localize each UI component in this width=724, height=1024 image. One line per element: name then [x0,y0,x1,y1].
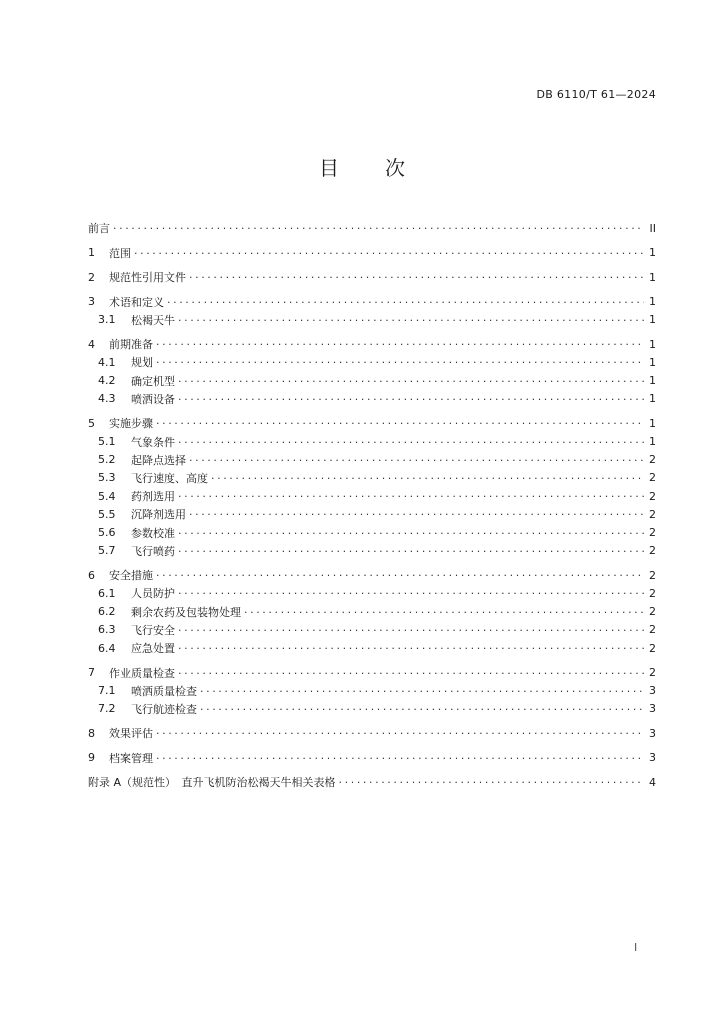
toc-entry-page: 2 [649,507,656,521]
toc-entry[interactable] [88,584,656,602]
toc-entry-label: 确定机型 [131,374,175,388]
title-char-2: 次 [385,156,405,180]
toc-entry-page: 2 [649,489,656,503]
toc-entry-page: 1 [649,416,656,430]
toc-leader-dots [134,247,644,259]
toc-entry-label: 应急处置 [131,642,175,655]
document-code: DB 6110/T 61—2024 [536,88,656,101]
toc-entry-page: 4 [649,775,656,789]
toc-entry-number: 7.2 [98,702,116,716]
toc-entry-page: 2 [649,641,656,655]
toc-leader-dots [200,685,644,697]
toc-entry-number: 7.1 [98,684,116,698]
toc-leader-dots [200,703,644,715]
toc-entry-number: 5.7 [98,544,116,558]
toc-entry[interactable] [88,353,656,371]
toc-entry-number: 5.3 [98,471,116,485]
toc-entry[interactable] [88,621,656,639]
toc-leader-dots [156,727,644,739]
toc-entry-page: 1 [649,295,656,308]
toc-entry-label: 飞行安全 [131,623,175,637]
toc-entry-number: 6.1 [98,586,116,600]
toc-entry-number: 6.4 [98,641,116,655]
toc-leader-dots [178,490,644,502]
toc-entry-page: 2 [649,471,656,485]
toc-entry-page: 1 [649,392,656,406]
toc-entry-label: 规范性引用文件 [109,271,186,284]
toc-entry-page: 1 [649,355,656,369]
toc-leader-dots [156,417,644,429]
toc-entry-page: 1 [649,435,656,448]
toc-entry-label: 参数校准 [131,526,175,540]
toc-entry-label: 安全措施 [109,569,153,583]
toc-entry-label: 术语和定义 [109,295,164,309]
toc-entry-label: 喷洒设备 [131,392,175,406]
toc-entry[interactable] [88,451,656,469]
toc-entry-label: 飞行航迹检查 [131,702,197,716]
toc-entry-page: 3 [649,726,656,740]
toc-leader-dots [178,545,644,557]
toc-entry-label: 档案管理 [109,751,153,765]
toc-entry[interactable] [88,542,656,560]
toc-entry[interactable] [88,414,656,432]
toc-entry-number: 8 [88,726,95,740]
toc-entry[interactable] [88,390,656,408]
toc-leader-dots [167,296,644,308]
toc-leader-dots [211,472,644,484]
toc-leader-dots [178,393,644,405]
toc-entry-number: 5.2 [98,453,116,467]
toc-entry-number: 6.3 [98,623,116,637]
toc-entry-page: 1 [649,270,656,284]
toc-leader-dots [156,356,644,368]
toc-entry-page: 1 [649,313,656,327]
toc-entry-page: 1 [649,337,656,351]
toc-entry-label: 剩余农药及包装物处理 [131,605,241,619]
toc-leader-dots [178,527,644,539]
toc-entry-number: 6.2 [98,605,116,619]
toc-leader-dots [178,314,644,326]
toc-entry-label: 人员防护 [131,587,175,601]
toc-entry[interactable] [88,724,656,742]
toc-entry-number: 4.3 [98,392,116,406]
toc-entry-page: 3 [649,751,656,765]
toc-leader-dots [189,508,644,520]
toc-entry-label: 药剂选用 [131,490,175,504]
toc-entry-page: II [649,221,656,235]
toc-leader-dots [178,436,644,448]
toc-entry-number: 3 [88,295,95,308]
toc-entry[interactable] [88,433,656,451]
toc-leader-dots [189,454,644,466]
toc-entry-label: 作业质量检查 [109,666,175,680]
footer-page-number: I [634,941,638,954]
toc-entry-number: 7 [88,666,95,679]
toc-entry[interactable] [88,372,656,390]
toc-entry-label: 喷洒质量检查 [131,684,197,698]
toc-entry-number: 6 [88,568,95,582]
toc-entry-page: 3 [649,702,656,716]
toc-entry-page: 2 [649,453,656,467]
toc-entry[interactable] [88,773,656,791]
toc-entry[interactable] [88,293,656,311]
toc-entry-number: 3.1 [98,313,116,327]
page-title [0,152,724,181]
toc-entry-page: 2 [649,544,656,558]
toc-entry[interactable] [88,505,656,523]
toc-entry[interactable] [88,700,656,718]
toc-entry-label: 松褐天牛 [131,313,175,327]
toc-entry[interactable] [88,219,656,237]
toc-entry-label: 效果评估 [109,727,153,741]
toc-entry[interactable] [88,749,656,767]
toc-entry-label: 飞行喷药 [131,544,175,558]
toc-entry-page: 2 [649,605,656,619]
toc-entry-number: 4 [88,337,95,351]
toc-entry[interactable] [88,664,656,682]
toc-entry[interactable] [88,639,656,657]
toc-entry[interactable] [88,244,656,262]
toc-entry-label: 规划 [131,356,153,370]
toc-entry[interactable] [88,603,656,621]
toc-leader-dots [156,752,644,764]
toc-entry-page: 3 [649,684,656,698]
toc-entry-page: 2 [649,586,656,600]
toc-entry-page: 1 [649,374,656,388]
toc-leader-dots [178,375,644,387]
toc-entry-number: 2 [88,270,95,284]
toc-entry[interactable] [88,268,656,286]
toc-entry[interactable] [88,566,656,584]
toc-leader-dots [178,624,644,636]
toc-entry[interactable] [88,487,656,505]
toc-entry[interactable] [88,311,656,329]
toc-entry-number: 1 [88,246,95,259]
toc-leader-dots [189,271,644,283]
toc-entry-label: 附录 A（规范性） 直升飞机防治松褐天牛相关表格 [88,776,336,790]
toc-leader-dots [339,776,644,788]
toc-leader-dots [178,642,644,654]
toc-entry-label: 飞行速度、高度 [131,471,208,485]
toc-entry-label: 前期准备 [109,338,153,352]
toc-entry-page: 2 [649,666,656,679]
toc-entry-number: 4.2 [98,374,116,388]
toc-entry-label: 气象条件 [131,435,175,449]
toc-entry-number: 5.6 [98,526,116,539]
toc-entry-number: 5.1 [98,435,116,448]
toc-leader-dots [244,606,644,618]
toc-entry-page: 1 [649,246,656,259]
toc-entry[interactable] [88,682,656,700]
toc-entry-number: 9 [88,751,95,765]
toc-entry-number: 5.4 [98,489,116,503]
toc-entry-page: 2 [649,526,656,539]
toc-entry[interactable] [88,469,656,487]
toc-entry-number: 4.1 [98,355,116,369]
toc-entry-label: 起降点选择 [131,453,186,467]
toc-entry-number: 5 [88,416,95,430]
toc-leader-dots [178,587,644,599]
toc-entry[interactable] [88,524,656,542]
toc-entry-label: 前言 [88,222,110,235]
toc-entry[interactable] [88,335,656,353]
toc-leader-dots [156,338,644,350]
toc-entry-label: 范围 [109,246,131,260]
toc-leader-dots [178,667,644,679]
toc-leader-dots [156,569,644,581]
toc-leader-dots [113,222,644,234]
toc-entry-page: 2 [649,568,656,582]
toc-entry-label: 沉降剂选用 [131,508,186,522]
toc-entry-number: 5.5 [98,507,116,521]
toc-entry-label: 实施步骤 [109,417,153,431]
title-char-1: 目 [319,156,339,180]
toc-entry-page: 2 [649,623,656,637]
